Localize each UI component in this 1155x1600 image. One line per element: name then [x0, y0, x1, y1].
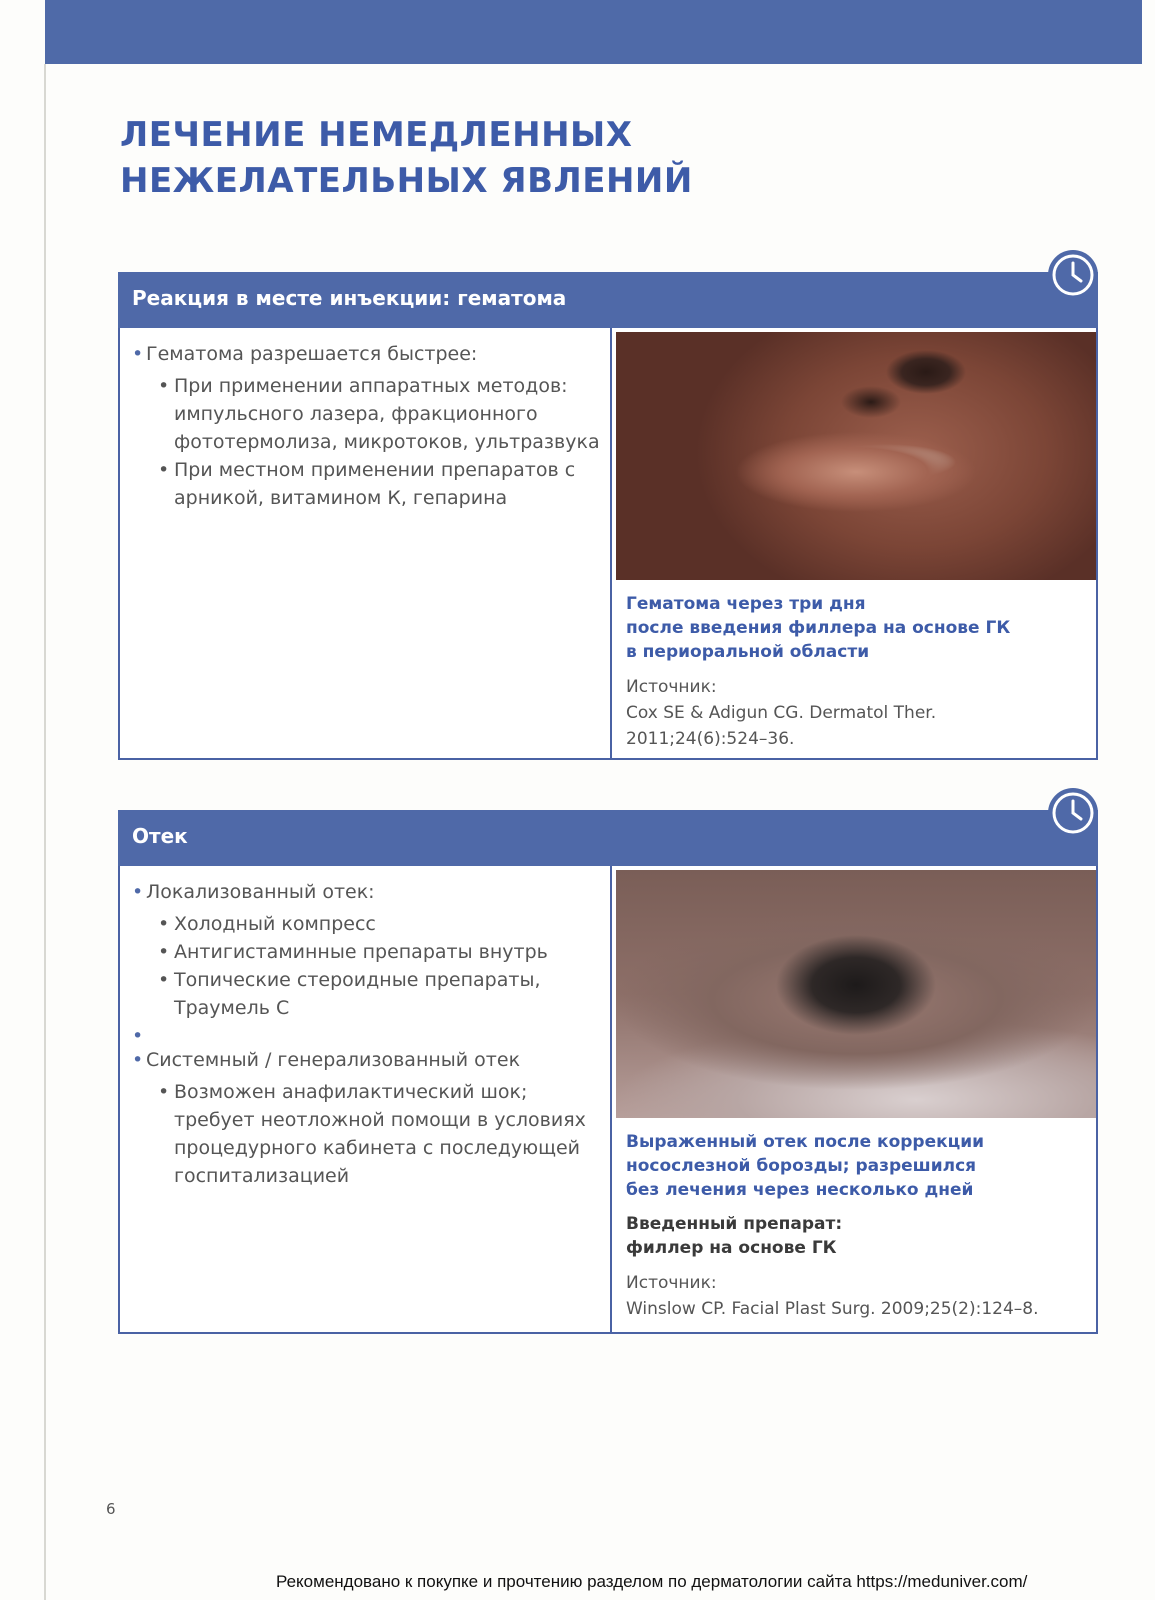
section-title: Реакция в месте инъекции: гематома	[132, 286, 567, 310]
page-number: 6	[106, 1500, 116, 1518]
column-divider	[610, 866, 612, 1332]
section-title: Отек	[132, 824, 188, 848]
hematoma-photo	[616, 332, 1096, 580]
figure-caption	[616, 580, 1096, 752]
drug-caption: Введенный препарат: филлер на основе ГК	[626, 1214, 843, 1258]
page-title-line-1: ЛЕЧЕНИЕ НЕМЕДЛЕННЫХ	[120, 115, 633, 155]
section-hematoma	[118, 272, 1098, 760]
footer-note: Рекомендовано к покупке и прочтению разделом по дерматологии сайта https://meduniver.com/	[276, 1572, 1028, 1591]
page-title-line-2: НЕЖЕЛАТЕЛЬНЫХ ЯВЛЕНИЙ	[120, 161, 693, 201]
figure-column	[616, 332, 1096, 752]
sub-list-item: • При местном применении препаратов с арникой, витамином К, гепарина	[152, 456, 600, 512]
list-item	[132, 1046, 600, 1190]
section-header	[118, 272, 1098, 328]
bullet-text: Гематома разрешается быстрее:	[146, 343, 478, 365]
caption-text: Гематома через три дня после введения филлера на основе ГК в периоральной области	[626, 594, 1011, 662]
figure-column	[616, 870, 1096, 1322]
text-column	[132, 340, 600, 512]
source-label: Источник:	[626, 677, 717, 697]
sub-list-item: • Топические стероидные препараты, Траумель С	[152, 966, 600, 1022]
text-column	[132, 878, 600, 1190]
list-item	[132, 340, 600, 512]
bullet-list	[132, 878, 600, 1190]
sub-list-item: • При применении аппаратных методов: импульсного лазера, фракционного фототермолиза, микротоков, ультразвука	[152, 372, 600, 456]
source-citation: Winslow CP. Facial Plast Surg. 2009;25(2):124–8.	[626, 1299, 1039, 1319]
sub-list-item: • Возможен анафилактический шок; требует неотложной помощи в условиях процедурного кабинета с последующей госпитализацией	[152, 1078, 600, 1190]
bullet-list	[132, 340, 600, 512]
clock-icon	[1046, 786, 1100, 840]
sub-list-item: • Антигистаминные препараты внутрь	[152, 938, 600, 966]
section-header	[118, 810, 1098, 866]
bullet-text: Локализованный отек:	[146, 881, 375, 903]
list-item	[132, 878, 600, 1022]
sub-list-item: • Холодный компресс	[152, 910, 600, 938]
column-divider	[610, 328, 612, 758]
edema-photo	[616, 870, 1096, 1118]
clock-icon	[1046, 248, 1100, 302]
page-edge	[44, 64, 46, 1600]
source-label: Источник:	[626, 1273, 717, 1293]
section-edema	[118, 810, 1098, 1334]
spacer	[132, 1022, 600, 1046]
figure-caption	[616, 1118, 1096, 1322]
source-citation: Cox SE & Adigun CG. Dermatol Ther. 2011;24(6):524–36.	[626, 703, 937, 749]
top-color-band	[45, 0, 1142, 64]
caption-text: Выраженный отек после коррекции носослезной борозды; разрешился без лечения через несколько дней	[626, 1132, 985, 1200]
bullet-text: Системный / генерализованный отек	[146, 1049, 521, 1071]
page-title	[120, 112, 880, 204]
